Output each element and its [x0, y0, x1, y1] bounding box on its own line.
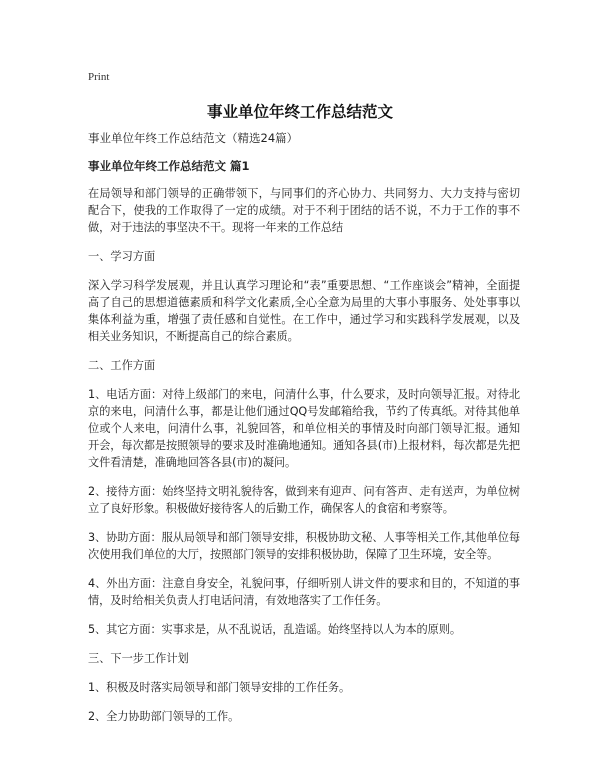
intro-paragraph: 在局领导和部门领导的正确带领下，与同事们的齐心协力、共同努力、大力支持与密切配合下，使我的工作取得了一定的成绩。对于不利于团结的话不说，不力于工作的事不做，对于违法的事坚决不干。现将一年来的工作总结 [88, 187, 520, 234]
work-item-outside: 4、外出方面：注意自身安全，礼貌问事，仔细听别人讲文件的要求和目的，不知道的事情，及时给相关负责人打电话问清，有效地落实了工作任务。 [88, 577, 520, 607]
heading-next-plan: 三、下一步工作计划 [88, 652, 189, 665]
study-paragraph: 深入学习科学发展观，并且认真学习理论和“表”重要思想、“工作座谈会”精神，全面提高了自己的思想道德素质和科学文化素质,全心全意为局里的大事小事服务、处处事事以集体利益为重，增强了责任感和自觉性。在工作中，通过学习和实践科学发展观，以及相关业务知识，不断提高自己的综合素质。 [88, 279, 520, 343]
document-body [88, 128, 520, 725]
work-item-reception: 2、接待方面：始终坚持文明礼貌待客，做到来有迎声、问有答声、走有送声，为单位树立了良好形象。积极做好接待客人的后勤工作，确保客人的食宿和考察等。 [88, 485, 520, 515]
plan-item-1: 1、积极及时落实局领导和部门领导安排的工作任务。 [88, 681, 351, 694]
work-item-phone: 1、电话方面：对待上级部门的来电，问清什么事，什么要求，及时向领导汇报。对待北京的来电，问清什么事，都是让他们通过QQ号发邮箱给我，节约了传真纸。对待其他单位或个人来电，问清什么事，礼貌回答，和单位相关的事情及时向部门领导汇报。通知开会，每次都是按照领导的要求及时准确地通知。通知各县(市)上报材料，每次都是先把文件看清楚，准确地回答各县(市)的凝问。 [88, 388, 520, 469]
heading-work: 二、工作方面 [88, 359, 156, 372]
section-title: 事业单位年终工作总结范文 篇1 [88, 159, 250, 173]
document-title: 事业单位年终工作总结范文 [206, 103, 393, 121]
work-item-assist: 3、协助方面：服从局领导和部门领导安排，积极协助文秘、人事等相关工作,其他单位每次使用我们单位的大厅，按照部门领导的安排积极协助，保障了卫生环境，安全等。 [88, 531, 520, 561]
work-item-other: 5、其它方面：实事求是，从不乱说话，乱造谣。始终坚持以人为本的原则。 [88, 623, 461, 636]
plan-item-2: 2、全力协助部门领导的工作。 [88, 710, 240, 723]
print-label: Print [88, 71, 110, 83]
heading-study: 一、学习方面 [88, 250, 156, 263]
document-subtitle: 事业单位年终工作总结范文（精选24篇） [88, 131, 299, 145]
